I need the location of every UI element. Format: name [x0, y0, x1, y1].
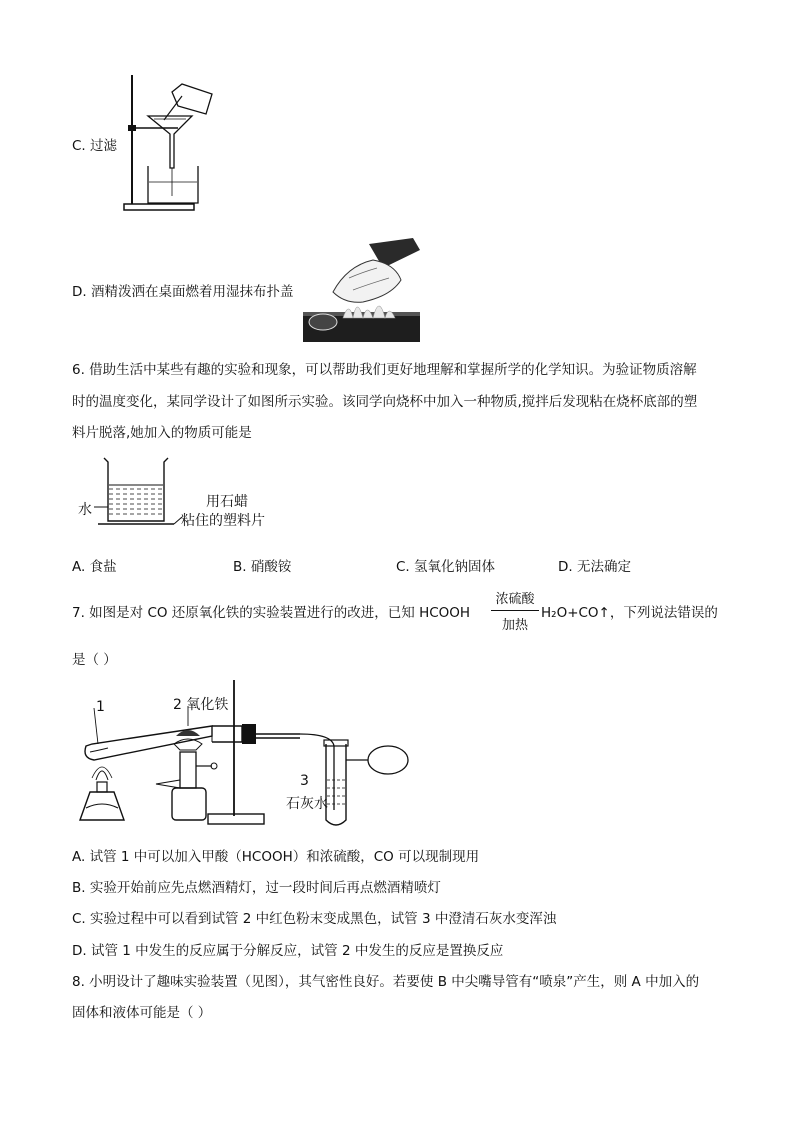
q6-option-b: B. 硝酸铵 — [233, 559, 292, 575]
q7-line-2: 是（ ） — [72, 652, 117, 668]
figure-wax-label: 用石蜡 — [206, 494, 248, 510]
q6-line-2: 时的温度变化，某同学设计了如图所示实验。该同学向烧杯中加入一种物质,搅拌后发现粘在烧杯底部的塑 — [72, 394, 698, 410]
reaction-condition-bottom: 加热 — [501, 618, 528, 633]
q6-option-a: A. 食盐 — [72, 559, 117, 575]
reaction-arrow-bar — [491, 610, 539, 611]
q7-option-b: B. 实验开始前应先点燃酒精灯，过一段时间后再点燃酒精喷灯 — [72, 880, 441, 896]
q6-option-d: D. 无法确定 — [558, 559, 631, 575]
figure-label-1: 1 — [96, 699, 105, 715]
figure-label-2: 2 氧化铁 — [173, 697, 229, 713]
q6-line-1: 6. 借助生活中某些有趣的实验和现象，可以帮助我们更好地理解和掌握所学的化学知识。为验证物质溶解 — [72, 362, 697, 378]
q6-line-3: 料片脱落,她加入的物质可能是 — [72, 425, 252, 441]
figure-limewater-label: 石灰水 — [286, 796, 328, 812]
q8-line-2: 固体和液体可能是（ ） — [72, 1005, 212, 1021]
q6-option-c: C. 氢氧化钠固体 — [396, 559, 496, 575]
q7-option-a: A. 试管 1 中可以加入甲酸（HCOOH）和浓硫酸，CO 可以现制现用 — [72, 849, 480, 865]
filtration-apparatus-figure — [118, 70, 218, 215]
q7-line-1-prefix: 7. 如图是对 CO 还原氧化铁的实验装置进行的改进，已知 HCOOH — [72, 605, 471, 621]
figure-label-3: 3 — [300, 773, 309, 789]
q7-option-c: C. 实验过程中可以看到试管 2 中红色粉末变成黑色，试管 3 中澄清石灰水变浑浊 — [72, 911, 557, 927]
co-reduction-apparatus-figure — [72, 680, 412, 830]
wet-cloth-fire-photo — [303, 238, 420, 342]
figure-plastic-label: 粘住的塑料片 — [181, 513, 265, 529]
q7-option-d: D. 试管 1 中发生的反应属于分解反应，试管 2 中发生的反应是置换反应 — [72, 943, 504, 959]
q8-line-1: 8. 小明设计了趣味实验装置（见图），其气密性良好。若要使 B 中尖嘴导管有“喷泉”产生，则 A 中加入的 — [72, 974, 700, 990]
figure-water-label: 水 — [78, 502, 92, 518]
option-d-label: D. 酒精泼洒在桌面燃着用湿抹布扑盖 — [72, 284, 294, 300]
option-c-label: C. 过滤 — [72, 138, 118, 154]
reaction-condition-top: 浓硫酸 — [495, 592, 535, 607]
q7-line-1-suffix: H₂O+CO↑，下列说法错误的 — [541, 605, 718, 621]
